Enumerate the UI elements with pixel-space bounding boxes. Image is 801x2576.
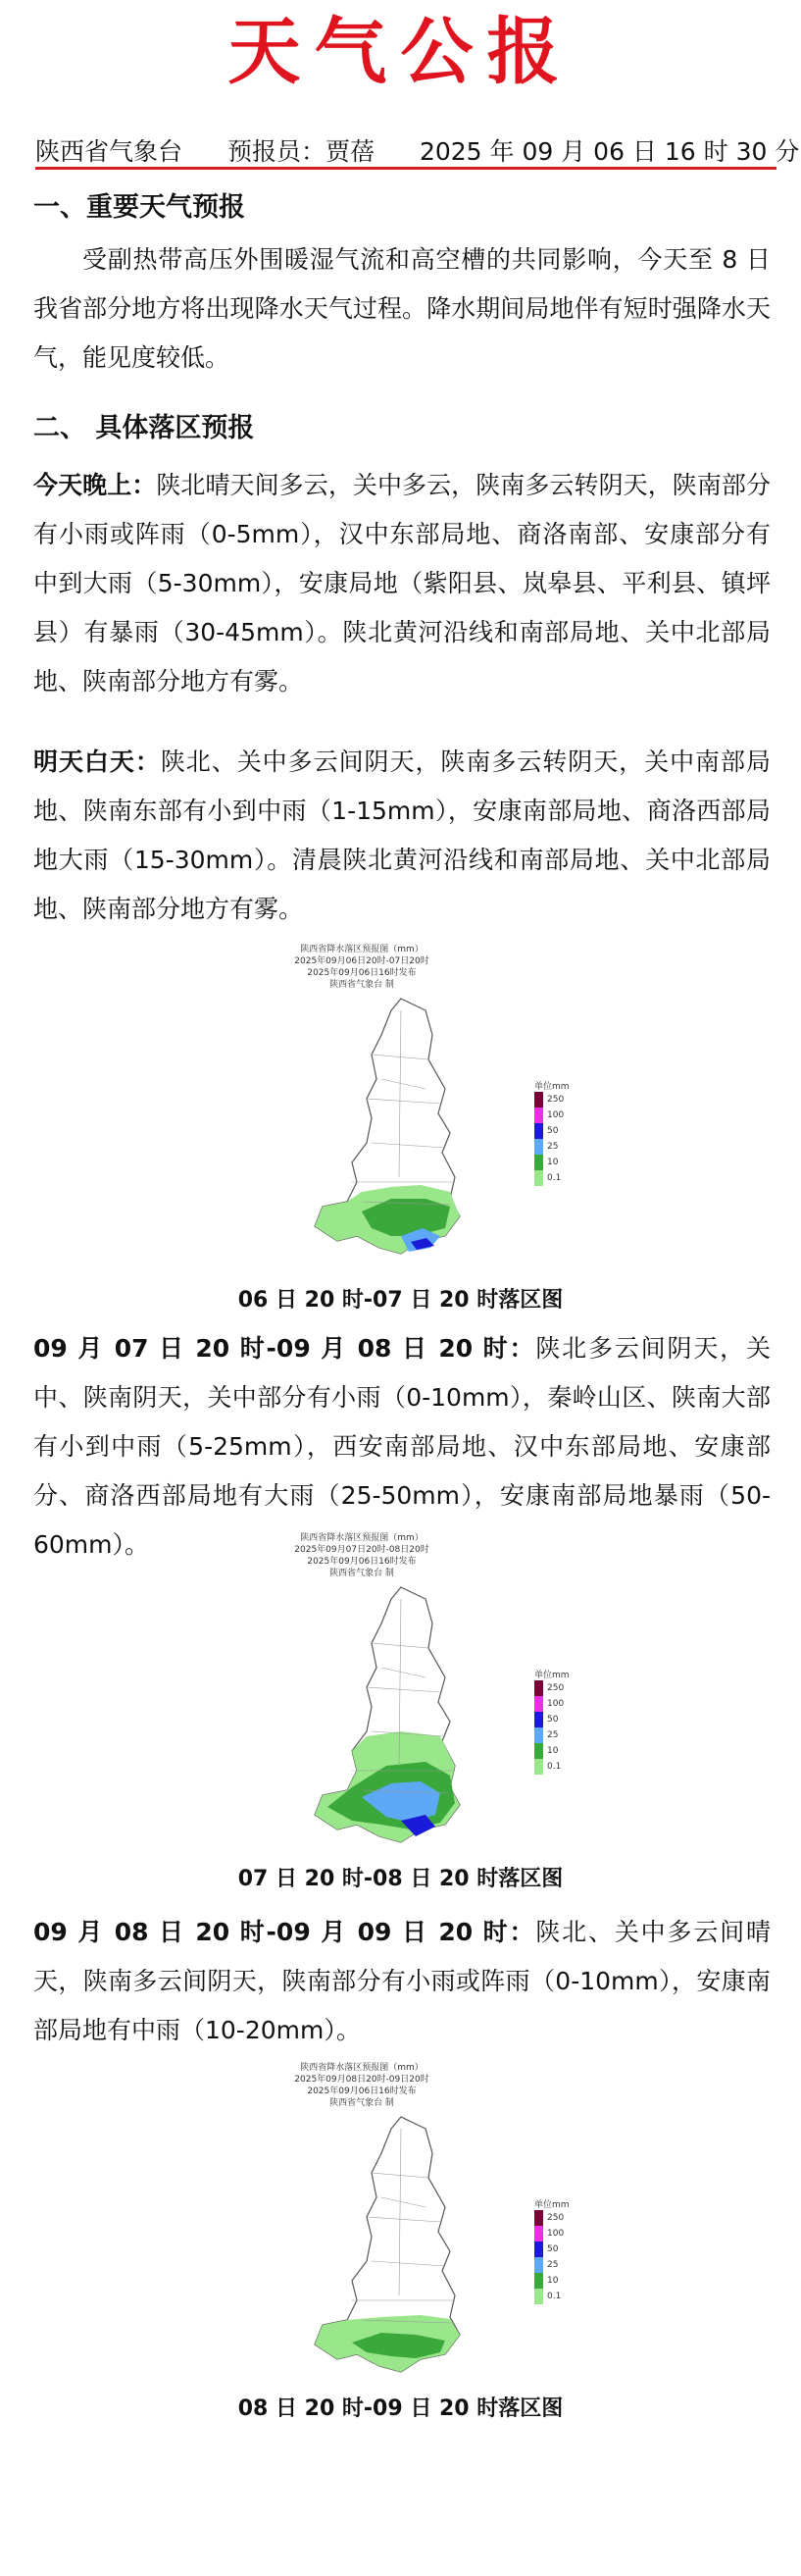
legend-item bbox=[534, 2289, 593, 2304]
issuer: 陕西省气象台 bbox=[35, 137, 183, 166]
map-3-title-line-4: 陕西省气象台 制 bbox=[328, 2098, 394, 2108]
tonight-text: 陕北晴天间多云，关中多云，陕南多云转阴天，陕南部分有小雨或阵雨（0-5mm），汉中东部局地、商洛南部、安康部分有中到大雨（5-30mm），安康局地（紫阳县、岚皋县、平利县、镇坪县）有暴雨（30-45mm）。陕北黄河沿线和南部局地、关中北部局地、陕南部分地方有雾。 bbox=[33, 471, 771, 696]
day3-text: 陕北、关中多云间晴天，陕南多云间阴天，陕南部分有小雨或阵雨（0-10mm），安康南部局地有中雨（10-20mm）。 bbox=[33, 1918, 771, 2044]
legend-item bbox=[534, 1170, 593, 1186]
section1-heading: 一、重要天气预报 bbox=[33, 192, 245, 223]
legend-swatch bbox=[534, 2273, 543, 2289]
legend-swatch bbox=[534, 2226, 543, 2241]
legend-item bbox=[534, 1680, 593, 1696]
day2-label: 09 月 07 日 20 时-09 月 08 日 20 时： bbox=[33, 1334, 536, 1363]
legend-swatch bbox=[534, 1155, 543, 1170]
legend-item bbox=[534, 2210, 593, 2226]
legend-swatch bbox=[534, 1108, 543, 1123]
legend-items bbox=[534, 1680, 593, 1775]
map-2-title-line-1: 陕西省降水落区预报图（mm） bbox=[299, 1533, 424, 1543]
legend-label: 25 bbox=[547, 1142, 559, 1152]
legend-item bbox=[534, 1743, 593, 1759]
legend-label: 50 bbox=[547, 1126, 559, 1136]
tomorrow-forecast bbox=[33, 738, 771, 934]
legend-item bbox=[534, 1092, 593, 1108]
legend-label: 0.1 bbox=[547, 1762, 562, 1772]
legend-swatch bbox=[534, 1743, 543, 1759]
legend-label: 10 bbox=[547, 1746, 559, 1756]
legend-label: 10 bbox=[547, 1158, 559, 1167]
legend-item bbox=[534, 1123, 593, 1139]
legend-swatch bbox=[534, 1759, 543, 1775]
map-2-title-line-4: 陕西省气象台 制 bbox=[328, 1569, 394, 1578]
legend-swatch bbox=[534, 1727, 543, 1743]
day3-forecast bbox=[33, 1908, 771, 2055]
issue-datetime: 2025 年 09 月 06 日 16 时 30 分 bbox=[419, 137, 800, 166]
legend-label: 50 bbox=[547, 1715, 559, 1725]
map-3-legend bbox=[534, 2197, 593, 2304]
tonight-label: 今天晚上： bbox=[33, 471, 157, 499]
map-1-svg bbox=[254, 942, 548, 1275]
legend-label: 25 bbox=[547, 2260, 559, 2270]
section1-text: 受副热带高压外围暖湿气流和高空槽的共同影响，今天至 8 日我省部分地方将出现降水天气过程。降水期间局地伴有短时强降水天气，能见度较低。 bbox=[33, 245, 771, 372]
section2-heading: 二、 具体落区预报 bbox=[33, 413, 255, 443]
legend-swatch bbox=[534, 1712, 543, 1727]
map-2-legend bbox=[534, 1668, 593, 1775]
map-1-title-line-3: 2025年09月06日16时发布 bbox=[306, 968, 417, 978]
map-3-svg bbox=[254, 2060, 548, 2394]
legend-unit: 单位mm bbox=[534, 2200, 570, 2210]
legend-label: 0.1 bbox=[547, 1173, 562, 1183]
legend-swatch bbox=[534, 2257, 543, 2273]
legend-item bbox=[534, 1696, 593, 1712]
legend-swatch bbox=[534, 2210, 543, 2226]
legend-item bbox=[534, 2257, 593, 2273]
legend-label: 250 bbox=[547, 1683, 565, 1693]
map-1-caption: 06 日 20 时-07 日 20 时落区图 bbox=[237, 1288, 564, 1313]
forecaster: 预报员：贾蓓 bbox=[226, 137, 375, 166]
map-2-title-line-3: 2025年09月06日16时发布 bbox=[306, 1557, 417, 1567]
bulletin-title: 天气公报 bbox=[227, 10, 574, 94]
legend-item bbox=[534, 1759, 593, 1775]
legend-item bbox=[534, 2226, 593, 2241]
header-divider bbox=[35, 167, 776, 170]
map-1-legend bbox=[534, 1079, 593, 1186]
bulletin-header bbox=[35, 135, 800, 169]
legend-item bbox=[534, 1155, 593, 1170]
legend-label: 100 bbox=[547, 1699, 565, 1709]
day3-label: 09 月 08 日 20 时-09 月 09 日 20 时： bbox=[33, 1918, 536, 1946]
precip-map-1 bbox=[0, 942, 801, 1275]
legend-swatch bbox=[534, 1680, 543, 1696]
map-1-title-line-4: 陕西省气象台 制 bbox=[328, 980, 394, 990]
map-3-title-line-1: 陕西省降水落区预报图（mm） bbox=[299, 2063, 424, 2073]
legend-items bbox=[534, 1092, 593, 1186]
legend-item bbox=[534, 1712, 593, 1727]
day2-text: 陕北多云间阴天，关中、陕南阴天，关中部分有小雨（0-10mm），秦岭山区、陕南大部有小到中雨（5-25mm），西安南部局地、汉中东部局地、安康部分、商洛西部局地有大雨（25-50mm），安康南部局地暴雨（50-60mm）。 bbox=[33, 1334, 771, 1559]
legend-items bbox=[534, 2210, 593, 2304]
legend-swatch bbox=[534, 1092, 543, 1108]
legend-unit: 单位mm bbox=[534, 1082, 570, 1092]
map-3-caption: 08 日 20 时-09 日 20 时落区图 bbox=[237, 2396, 564, 2421]
legend-label: 25 bbox=[547, 1730, 559, 1740]
legend-swatch bbox=[534, 2241, 543, 2257]
legend-item bbox=[534, 2273, 593, 2289]
precip-map-2 bbox=[0, 1530, 801, 1864]
tomorrow-text: 陕北、关中多云间阴天，陕南多云转阴天，关中南部局地、陕南东部有小到中雨（1-15mm），安康南部局地、商洛西部局地大雨（15-30mm）。清晨陕北黄河沿线和南部局地、关中北部局地、陕南部分地方有雾。 bbox=[33, 747, 771, 923]
tomorrow-label: 明天白天： bbox=[33, 747, 161, 776]
map-2-svg bbox=[254, 1530, 548, 1864]
map-3-title-line-2: 2025年09月08日20时-09日20时 bbox=[293, 2075, 429, 2085]
legend-label: 250 bbox=[547, 2213, 565, 2223]
legend-item bbox=[534, 1727, 593, 1743]
map-2-caption: 07 日 20 时-08 日 20 时落区图 bbox=[237, 1867, 564, 1891]
map-2-title-line-2: 2025年09月07日20时-08日20时 bbox=[293, 1545, 429, 1555]
legend-label: 10 bbox=[547, 2276, 559, 2286]
legend-label: 100 bbox=[547, 1110, 565, 1120]
legend-swatch bbox=[534, 2289, 543, 2304]
legend-item bbox=[534, 1139, 593, 1155]
map-1-title-line-1: 陕西省降水落区预报图（mm） bbox=[299, 945, 424, 954]
legend-swatch bbox=[534, 1139, 543, 1155]
legend-item bbox=[534, 2241, 593, 2257]
legend-label: 50 bbox=[547, 2244, 559, 2254]
legend-item bbox=[534, 1108, 593, 1123]
legend-unit: 单位mm bbox=[534, 1671, 570, 1680]
map-1-title-line-2: 2025年09月06日20时-07日20时 bbox=[293, 956, 429, 966]
tonight-forecast bbox=[33, 461, 771, 706]
legend-label: 250 bbox=[547, 1095, 565, 1105]
legend-label: 0.1 bbox=[547, 2292, 562, 2301]
legend-swatch bbox=[534, 1170, 543, 1186]
map-3-title-line-3: 2025年09月06日16时发布 bbox=[306, 2087, 417, 2096]
legend-swatch bbox=[534, 1123, 543, 1139]
legend-swatch bbox=[534, 1696, 543, 1712]
legend-label: 100 bbox=[547, 2229, 565, 2239]
precip-map-3 bbox=[0, 2060, 801, 2394]
